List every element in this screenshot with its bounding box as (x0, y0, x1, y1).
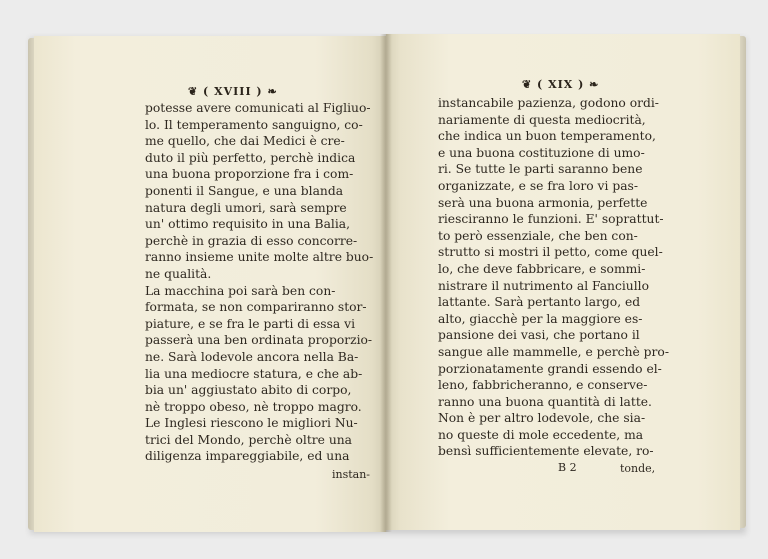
left-page-body (145, 100, 377, 465)
text-line: nistrare il nutrimento al Fanciullo (438, 278, 649, 293)
text-line: Le Inglesi riescono le migliori Nu- (145, 416, 358, 431)
text-line: serà una buona armonia, perfette (438, 195, 648, 210)
text-line: pansione dei vasi, che portano il (438, 328, 640, 343)
text-line: alto, giacchè per la maggiore es- (438, 311, 643, 326)
text-line: piature, e se fra le parti di essa vi (145, 316, 356, 331)
text-line: organizzate, e se fra loro vi pas- (438, 178, 638, 193)
text-line: lo. Il temperamento sanguigno, co- (145, 117, 363, 132)
text-line: nariamente di questa mediocrità, (438, 112, 646, 127)
right-running-head: ❦ ( XIX ) ❧ (522, 78, 600, 91)
text-line: lattante. Sarà pertanto largo, ed (438, 295, 641, 310)
text-line: lo, che deve fabbricare, e sommi- (438, 261, 646, 276)
text-line: riesciranno le funzioni. E' soprattut- (438, 212, 664, 227)
text-line: un' ottimo requisito in una Balia, (145, 217, 351, 232)
text-line: me quello, che dai Medici è cre- (145, 134, 345, 149)
text-line: formata, se non compariranno stor- (145, 300, 367, 315)
right-catchword: tonde, (620, 462, 656, 475)
text-line: porzionatamente grandi essendo el- (438, 361, 662, 376)
text-line: strutto si mostri il petto, come quel- (438, 245, 663, 260)
book-gutter (380, 34, 392, 532)
text-line: sangue alle mammelle, e perchè pro- (438, 344, 669, 359)
text-line: ri. Se tutte le parti saranno bene (438, 162, 643, 177)
text-line: trici del Mondo, perchè oltre una (145, 432, 353, 447)
text-line: ponenti il Sangue, e una blanda (145, 183, 344, 198)
right-page (386, 34, 740, 530)
text-line: nè troppo obeso, nè troppo magro. (145, 399, 362, 414)
text-line: ne qualità. (145, 266, 212, 281)
right-page-body (438, 95, 676, 460)
text-line: lia una mediocre statura, e che ab- (145, 366, 363, 381)
text-line: passerà una ben ordinata proporzio- (145, 333, 373, 348)
text-line: bensì sufficientemente elevate, ro- (438, 444, 654, 459)
text-line: duto il più perfetto, perchè indica (145, 150, 356, 165)
left-page (34, 36, 386, 532)
text-line: ranno una buona quantità di latte. (438, 394, 652, 409)
text-line: perchè in grazia di esso concorre- (145, 233, 358, 248)
page-signature: B 2 (558, 461, 577, 474)
text-line: e una buona costituzione di umo- (438, 145, 645, 160)
text-line: che indica un buon temperamento, (438, 129, 656, 144)
text-line: ranno insieme unite molte altre buo- (145, 250, 374, 265)
text-line: natura degli umori, sarà sempre (145, 200, 347, 215)
text-line: una buona proporzione fra i com- (145, 167, 354, 182)
text-line: no queste di mole eccedente, ma (438, 427, 644, 442)
text-line: leno, fabbricheranno, e conserve- (438, 378, 648, 393)
text-line: diligenza impareggiabile, ed una (145, 449, 350, 464)
text-line: instancabile pazienza, godono ordi- (438, 96, 659, 110)
left-catchword: instan- (332, 468, 371, 481)
left-running-head: ❦ ( XVIII ) ❧ (188, 85, 278, 98)
text-line: to però essenziale, che ben con- (438, 228, 638, 243)
text-line: bia un' aggiustato abito di corpo, (145, 383, 352, 398)
text-line: potesse avere comunicati al Figliuo- (145, 101, 371, 115)
text-line: ne. Sarà lodevole ancora nella Ba- (145, 349, 359, 364)
text-line: La macchina poi sarà ben con- (145, 283, 336, 298)
open-book (28, 32, 746, 532)
text-line: Non è per altro lodevole, che sia- (438, 411, 646, 426)
